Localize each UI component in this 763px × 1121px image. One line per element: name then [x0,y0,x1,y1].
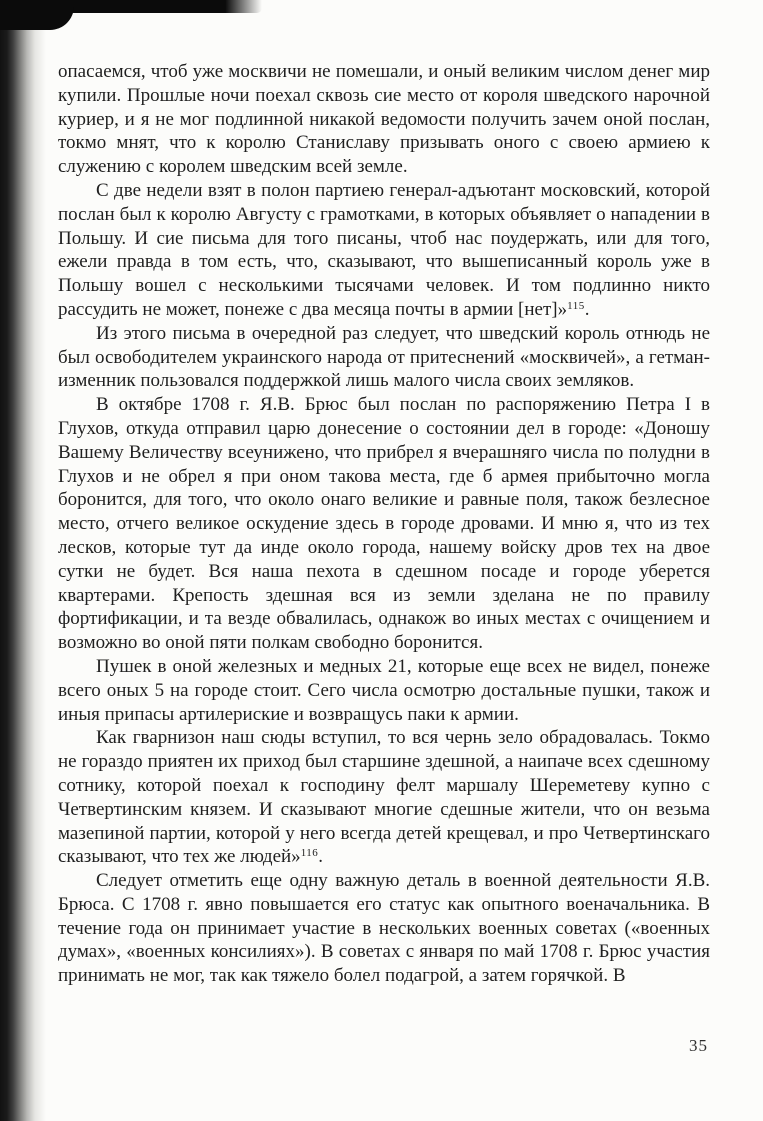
paragraph-text: В октябре 1708 г. Я.В. Брюс был послан по распоряжению Петра I в Глухов, откуда отправил царю донесение о состоянии дел в городе: «Доношу Вашему Величеству всеунижено, что прибрел я вчерашняго числа по полудни в Глухов и не обрел я при оном такова места, где б армея прибыточно могла боронится, для того, что около онаго великие и равные поля, також безлесное место, отчего великое оскудение здесь в городе дровами. И мню я, что из тех лесков, которые тут да инде около города, нашему войску дров тех на двое сутки не будет. Вся наша пехота в сдешном посаде и городе уберется квартерами. Крепость здешная вся из земли зделана не по правилу фортификации, и та везде обвалилась, однакож во иных местах с очищением и возможно во оной пяти полкам свободно боронится. [58,394,710,654]
text-block [58,60,710,988]
paragraph-text: Как гварнизон наш сюды вступил, то вся чернь зело обрадовалась. Токмо не гораздо приятен их приход был старшине здешной, а наипаче всех сдешному сотнику, которой поехал к господину фелт маршалу Шереметеву купно с Четвертинским князем. И сказывают многие сдешные жители, что он везьма мазепиной партии, которой у него всегда детей крещевал, и про Четвертинскаго сказывают, что тех же людей» [58,727,710,868]
scan-edge-corner [0,0,74,30]
paragraph-text-tail: . [584,298,590,320]
footnote-ref-115: 115 [567,299,585,312]
paragraph-text-tail: . [318,846,324,868]
paragraph [58,60,710,179]
paragraph-text: опасаемся, чтоб уже москвичи не помешали, и оный великим числом денег мир купили. Прошлые ночи поехал сквозь сие место от короля шведского нарочной куриер, и я не мог подлинной никакой ведомости получить зачем оной послан, токмо мнят, что к королю Станиславу призывать оного с своею армиею к служению с королем шведским всей земле. [58,61,710,178]
paragraph [58,179,710,322]
page-number: 35 [689,1036,708,1055]
paragraph [58,393,710,655]
paragraph-text: Из этого письма в очередной раз следует, что шведский король отнюдь не был освободителем украинского народа от притеснений «москвичей», а гетман-изменник пользовался поддержкой лишь малого числа своих земляков. [58,322,710,392]
paragraph [58,322,710,393]
paragraph [58,655,710,726]
paragraph-text: Следует отметить еще одну важную деталь в военной деятельности Я.В. Брюса. С 1708 г. явно повышается его статус как опытного военачальника. В течение года он принимает участие в нескольких военных советах («военных думах», «военных консилиях»). В советах с января по май 1708 г. Брюс участия принимать не мог, так как тяжело болел подагрой, а затем горячкой. В [58,870,710,987]
paragraph [58,726,710,869]
binding-shadow-left [0,0,46,1121]
paragraph [58,869,710,988]
footnote-ref-116: 116 [300,847,319,860]
paragraph-text: С две недели взят в полон партиею генерал-адъютант московский, которой послан был к королю Августу с грамотками, в которых объявляет о нападении в Польшу. И сие письма для того писаны, чтоб нас поудержать, или для того, ежели правда в том есть, что, сказывают, что вышеписанный король уже в Польшу вошел с несколькими тысячами человек. И том подлинно никто рассудить не может, понеже с два месяца почты в армии [нет]» [58,179,710,320]
paragraph-text: Пушек в оной железных и медных 21, которые еще всех не видел, понеже всего оных 5 на городе стоит. Сего числа осмотрю достальные пушки, також и иныя припасы артилериские и возвращусь паки к армии. [58,655,710,725]
